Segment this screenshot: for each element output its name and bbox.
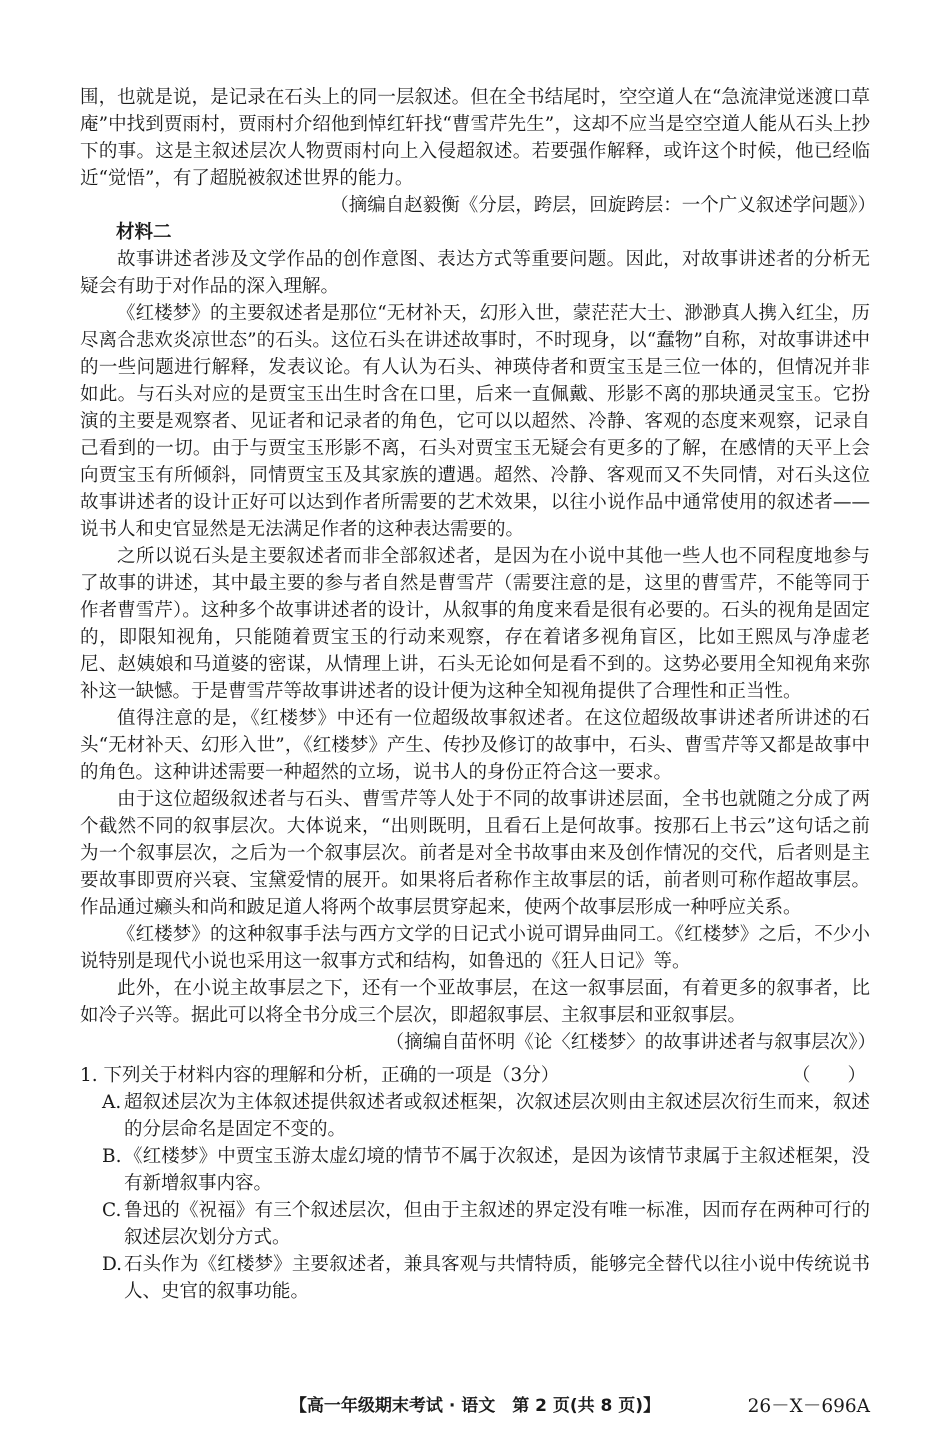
material2-heading: 材料二 (116, 222, 172, 243)
option-d[interactable] (102, 1251, 870, 1305)
option-text: 超叙述层次为主体叙述提供叙述者或叙述框架，次叙述层次则由主叙述层次衍生而来，叙述的分层命名是固定不变的。 (124, 1092, 870, 1140)
option-a[interactable] (102, 1089, 870, 1143)
material1-source: （摘编自赵毅衡《分层，跨层，回旋跨层：一个广义叙述学问题》） (330, 195, 876, 216)
answer-blank[interactable]: （ ） (791, 1065, 866, 1086)
material2-paragraph-6: 《红楼梦》的这种叙事手法与西方文学的日记式小说可谓异曲同工。《红楼梦》之后，不少小说特别是现代小说也采用这一叙事方式和结构，如鲁迅的《狂人日记》等。 (80, 924, 870, 972)
question-1 (80, 1062, 870, 1305)
material2-source: （摘编自苗怀明《论〈红楼梦〉的故事讲述者与叙事层次》） (385, 1032, 876, 1053)
option-letter: D. (102, 1254, 123, 1275)
page-footer (80, 1393, 870, 1420)
option-text: 鲁迅的《祝福》有三个叙述层次，但由于主叙述的界定没有唯一标准，因而存在两种可行的叙述层次划分方式。 (124, 1200, 870, 1248)
continuation-paragraph: 围，也就是说，是记录在石头上的同一层叙述。但在全书结尾时，空空道人在“急流津觉迷渡口草庵”中找到贾雨村，贾雨村介绍他到悼红轩找“曹雪芹先生”，这却不应当是空空道人能从石头上抄下的事。这是主叙述层次人物贾雨村向上入侵超叙述。若要强作解释，或许这个时候，他已经临近“觉悟”，有了超脱被叙述世界的能力。 (80, 87, 870, 189)
option-text: 石头作为《红楼梦》主要叙述者，兼具客观与共情特质，能够完全替代以往小说中传统说书人、史官的叙事功能。 (124, 1254, 870, 1302)
footer-paper-code: 26－X－696A (747, 1396, 870, 1417)
material2-paragraph-1: 故事讲述者涉及文学作品的创作意图、表达方式等重要问题。因此，对故事讲述者的分析无疑会有助于对作品的深入理解。 (80, 249, 870, 297)
material2-paragraph-4: 值得注意的是，《红楼梦》中还有一位超级故事叙述者。在这位超级故事讲述者所讲述的石头“无材补天、幻形入世”，《红楼梦》产生、传抄及修订的故事中，石头、曹雪芹等又都是故事中的角色。这种讲述需要一种超然的立场，说书人的身份正符合这一要求。 (80, 708, 870, 783)
material2-paragraph-7: 此外，在小说主故事层之下，还有一个亚故事层，在这一叙事层面，有着更多的叙事者，比如冷子兴等。据此可以将全书分成三个层次，即超叙事层、主叙事层和亚叙事层。 (80, 978, 870, 1026)
footer-exam-info: 【高一年级期末考试 · 语文 第 2 页(共 8 页)】 (289, 1396, 661, 1416)
option-letter: B. (102, 1146, 122, 1167)
option-letter: C. (102, 1200, 122, 1221)
option-c[interactable] (102, 1197, 870, 1251)
material2-paragraph-3: 之所以说石头是主要叙述者而非全部叙述者，是因为在小说中其他一些人也不同程度地参与了故事的讲述，其中最主要的参与者自然是曹雪芹（需要注意的是，这里的曹雪芹，不能等同于作者曹雪芹）。这种多个故事讲述者的设计，从叙事的角度来看是很有必要的。石头的视角是固定的，即限知视角，只能随着贾宝玉的行动来观察，存在着诸多视角盲区，比如王熙凤与净虚老尼、赵姨娘和马道婆的密谋，从情理上讲，石头无论如何是看不到的。这势必要用全知视角来弥补这一缺憾。于是曹雪芹等故事讲述者的设计便为这种全知视角提供了合理性和正当性。 (80, 546, 870, 702)
option-text: 《红楼梦》中贾宝玉游太虚幻境的情节不属于次叙述，是因为该情节隶属于主叙述框架，没有新增叙事内容。 (124, 1146, 870, 1194)
material2-paragraph-5: 由于这位超级叙述者与石头、曹雪芹等人处于不同的故事讲述层面，全书也就随之分成了两个截然不同的叙事层次。大体说来，“出则既明，且看石上是何故事。按那石上书云”这句话之前为一个叙事层次，之后为一个叙事层次。前者是对全书故事由来及创作情况的交代，后者则是主要故事即贾府兴衰、宝黛爱情的展开。如果将后者称作主故事层的话，前者则可称作超故事层。作品通过癞头和尚和跛足道人将两个故事层贯穿起来，使两个故事层形成一种呼应关系。 (80, 789, 870, 918)
material2-paragraph-2: 《红楼梦》的主要叙述者是那位“无材补天，幻形入世，蒙茫茫大士、渺渺真人携入红尘，历尽离合悲欢炎凉世态”的石头。这位石头在讲述故事时，不时现身，以“蠢物”自称，对故事讲述中的一些问题进行解释，发表议论。有人认为石头、神瑛侍者和贾宝玉是三位一体的，但情况并非如此。与石头对应的是贾宝玉出生时含在口里，后来一直佩戴、形影不离的那块通灵宝玉。它扮演的主要是观察者、见证者和记录者的角色，它可以以超然、冷静、客观的态度来观察，记录自己看到的一切。由于与贾宝玉形影不离，石头对贾宝玉无疑会有更多的了解，在感情的天平上会向贾宝玉有所倾斜，同情贾宝玉及其家族的遭遇。超然、冷静、客观而又不失同情，对石头这位故事讲述者的设计正好可以达到作者所需要的艺术效果，以往小说作品中通常使用的叙述者——说书人和史官显然是无法满足作者的这种表达需要的。 (80, 303, 870, 540)
question-1-stem: 1. 下列关于材料内容的理解和分析，正确的一项是（3分） (80, 1065, 560, 1086)
option-letter: A. (102, 1092, 122, 1113)
question-1-stem-row (80, 1062, 870, 1089)
option-b[interactable] (102, 1143, 870, 1197)
